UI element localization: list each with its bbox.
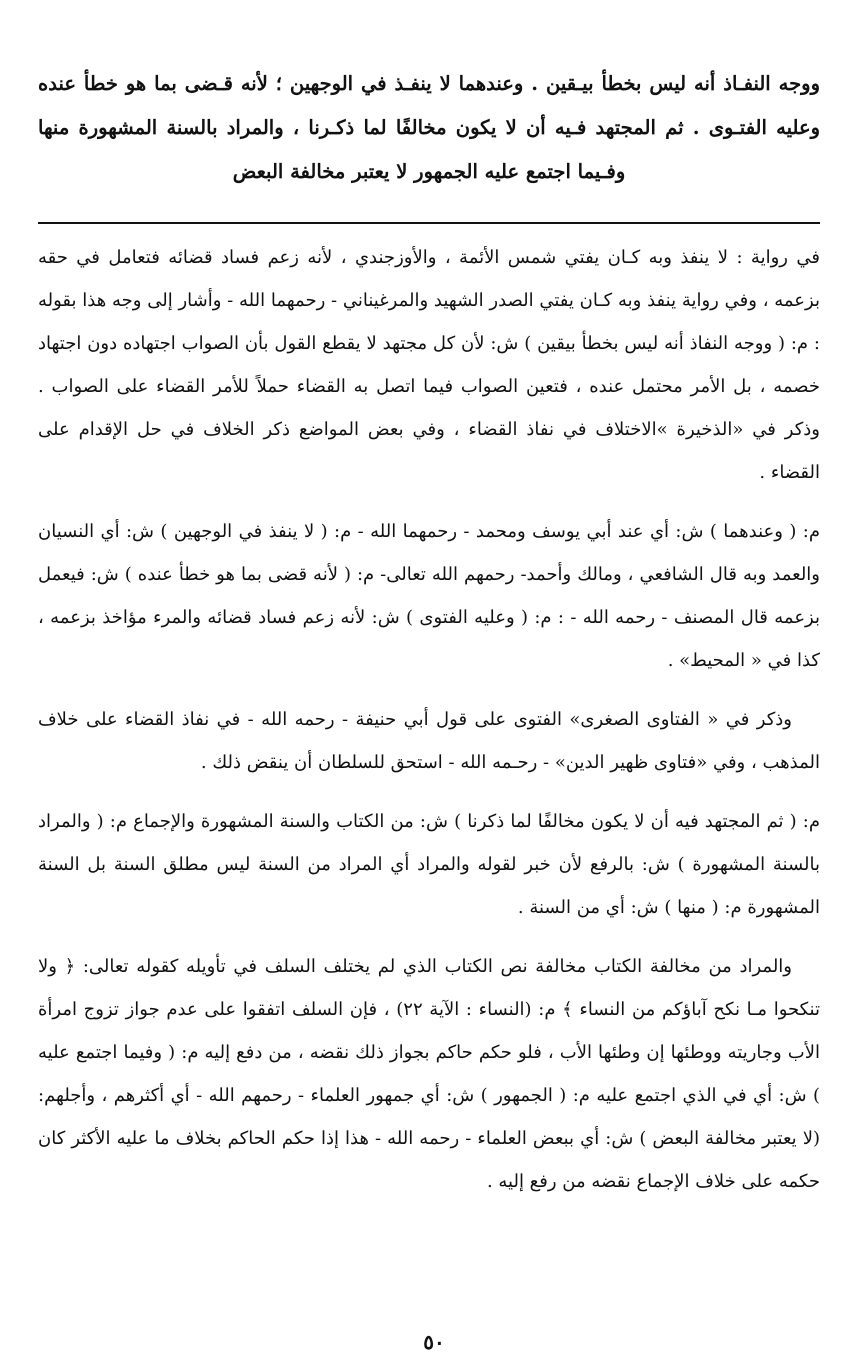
commentary — [38, 236, 820, 1219]
commentary-paragraph: م: ( ثم المجتهد فيه أن لا يكون مخالفًا لما ذكرنا ) ش: من الكتاب والسنة المشهورة والإجماع م: ( والمراد بالسنة المشهورة ) ش: بالرفع لأن خبر لقوله والمراد أي المراد من السنة ليس مطلق السنة بل السنة المشهورة م: ( منها ) ش: أي من السنة . — [38, 811, 820, 918]
text-divider — [38, 222, 820, 224]
page-number: ٥٠ — [423, 1330, 445, 1354]
matn-text: ووجه النفـاذ أنه ليس بخطأ بيـقين . وعندهما لا ينفـذ في الوجهين ؛ لأنه قـضى بما هو خطأ عنده وعليه الفتـوى . ثم المجتهد فـيه أن لا يكون مخالفًا لما ذكـرنا ، والمراد بالسنة المشهورة منها وفـيما اجتمع عليه الجمهور لا يعتبر مخالفة البعض — [38, 72, 820, 183]
commentary-paragraph: م: ( وعندهما ) ش: أي عند أبي يوسف ومحمد - رحمهما الله - م: ( لا ينفذ في الوجهين ) ش: أي النسيان والعمد وبه قال الشافعي ، ومالك وأحمد- رحمهم الله تعالى- م: ( لأنه قضى بما هو خطأ عنده ) ش: فيعمل بزعمه قال المصنف - رحمه الله - : م: ( وعليه الفتوى ) ش: لأنه زعم فساد قضائه والمرء مؤاخذ بزعمه ، كذا في « المحيط» . — [38, 521, 820, 671]
commentary-paragraph: والمراد من مخالفة الكتاب مخالفة نص الكتاب الذي لم يختلف السلف في تأويله كقوله تعالى: ﴿ ولا تنكحوا مـا نكح آباؤكم من النساء ﴾ م: (النساء : الآية ٢٢) ، فإن السلف اتفقوا على عدم جواز تزوج امرأة الأب وجاريته ووطئها إن وطئها الأب ، فلو حكم حاكم بجواز ذلك نقضه ، من دفع إليه م: ( وفيما اجتمع عليه ) ش: أي في الذي اجتمع عليه م: ( الجمهور ) ش: أي جمهور العلماء - رحمهم الله - أي أكثرهم ، وأجلهم: (لا يعتبر مخالفة البعض ) ش: أي ببعض العلماء - رحمه الله - هذا إذا حكم الحاكم بخلاف ما عليه الأكثر كان حكمه على خلاف الإجماع نقضه من رفع إليه . — [38, 956, 820, 1192]
commentary-paragraph: في رواية : لا ينفذ وبه كـان يفتي شمس الأئمة ، والأوزجندي ، لأنه زعم فساد قضائه فتعامل في حقه بزعمه ، وفي رواية ينفذ وبه كـان يفتي الصدر الشهيد والمرغيناني - رحمهما الله - وأشار إلى وجه هذا بقوله : م: ( ووجه النفاذ أنه ليس بخطأ بيقين ) ش: لأن كل مجتهد لا يقطع القول بأن الصواب اجتهاده دون اجتهاد خصمه ، بل الأمر محتمل عنده ، فتعين الصواب فيما اتصل به القضاء حملاً للأمر القضاء على الصواب . وذكر في «الذخيرة »الاختلاف في نفاذ القضاء ، وفي بعض المواضع ذكر الخلاف في حل الإقدام على القضاء . — [38, 247, 820, 483]
commentary-paragraph: وذكر في « الفتاوى الصغرى» الفتوى على قول أبي حنيفة - رحمه الله - في نفاذ القضاء على خلاف المذهب ، وفي «فتاوى ظهير الدين» - رحـمه الله - استحق للسلطان أن ينقض ذلك . — [38, 709, 820, 773]
